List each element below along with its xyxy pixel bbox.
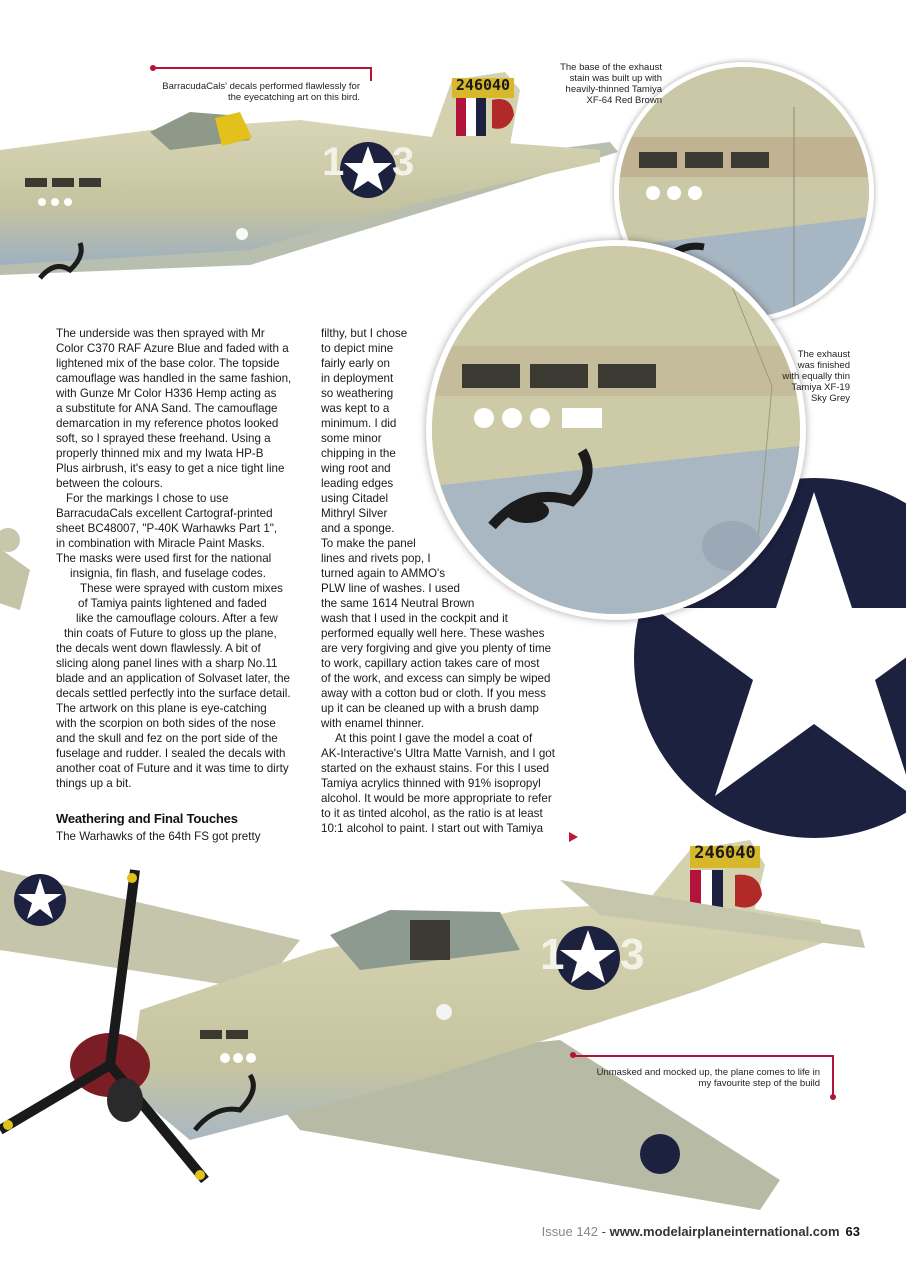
caption-decals-leader-left (152, 67, 242, 69)
body-line: The artwork on this plane is eye-catching (56, 702, 267, 715)
caption-decals-leader-v (370, 67, 372, 81)
body-line: turned again to AMMO's (321, 567, 446, 580)
body-line: up it can be cleaned up with a brush damp (321, 702, 539, 715)
body-line-tail: The Warhawks of the 64th FS got pretty (56, 830, 261, 843)
body-line: between the colours. (56, 477, 163, 490)
body-line: are very forgiving and give you plenty of time (321, 642, 552, 655)
body-line: wing root and (321, 462, 391, 475)
footer-separator: - (598, 1224, 610, 1239)
body-line: another coat of Future and it was time to dirty (56, 762, 289, 775)
body-line: Tamiya acrylics thinned with 91% isopropyl (321, 777, 541, 790)
caption-unmasked-leader (574, 1055, 834, 1057)
page-footer (500, 1224, 860, 1239)
body-line: minimum. I did (321, 417, 397, 430)
body-line: fairly early on (321, 357, 390, 370)
body-line: of the work, and excess can simply be wiped (321, 672, 551, 685)
body-line: 10:1 alcohol to paint. I start out with Tamiya (321, 822, 544, 835)
caption-decals-leader (240, 67, 372, 69)
body-line: leading edges (321, 477, 394, 490)
body-line: like the camouflage colours. After a few (76, 612, 278, 625)
body-line: To make the panel (321, 537, 416, 550)
body-line: with Gunze Mr Color H336 Hemp acting as (56, 387, 277, 400)
caption-decals: BarracudaCals' decals performed flawlessly for the eyecatching art on this bird. (162, 81, 360, 103)
body-line: chipping in the (321, 447, 396, 460)
fuselage-code-left: 1 (322, 140, 345, 184)
fuselage-code-right: 3 (392, 140, 415, 184)
body-line: alcohol. It would be more appropriate to refer (321, 792, 552, 805)
body-line: fuselage and rudder. I sealed the decals with (56, 747, 286, 760)
body-line: camouflage was handled in the same fashion, (56, 372, 292, 385)
body-line: wash that I used in the cockpit and it (321, 612, 508, 625)
body-line: was kept to a (321, 402, 390, 415)
body-line: For the markings I chose to use (66, 492, 229, 505)
body-line: in deployment (321, 372, 394, 385)
body-line: The underside was then sprayed with Mr (56, 327, 265, 340)
body-line: some minor (321, 432, 382, 445)
body-line: with enamel thinner. (321, 717, 425, 730)
body-line: started on the exhaust stains. For this I used (321, 762, 550, 775)
body-line: performed equally well here. These washes (321, 627, 545, 640)
body-line: a substitute for ANA Sand. The camouflage (56, 402, 278, 415)
body-line: decals settled perfectly into the surface detail. (56, 687, 291, 700)
caption-unmasked-dot-left (570, 1052, 576, 1058)
body-line: PLW line of washes. I used (321, 582, 460, 595)
caption-unmasked-leader-v (832, 1055, 834, 1095)
body-line: Color C370 RAF Azure Blue and faded with a (56, 342, 289, 355)
body-line: and the skull and fez on the port side of the (56, 732, 278, 745)
caption-exhaust-base: The base of the exhaust stain was built up with heavily-thinned Tamiya XF-64 Red Brown (560, 62, 662, 106)
body-column-left (56, 326, 291, 791)
body-line: filthy, but I chose (321, 327, 408, 340)
body-line: slicing along panel lines with a sharp No.11 (56, 657, 278, 670)
body-line: lines and rivets pop, I (321, 552, 431, 565)
body-line: properly thinned mix and my Iwata HP-B (56, 447, 264, 460)
body-line: to depict mine (321, 342, 394, 355)
section-heading: Weathering and Final Touches (56, 811, 238, 826)
tail-serial-text-bottom: 246040 (694, 843, 756, 863)
tail-serial-text: 246040 (455, 76, 511, 94)
photo-bottom-plane (0, 840, 880, 1220)
body-line: BarracudaCals excellent Cartograf-printed (56, 507, 273, 520)
body-line: things up a bit. (56, 777, 132, 790)
body-line: to it as tinted alcohol, as the ratio is at least (321, 807, 543, 820)
body-line: Plus airbrush, it's easy to get a nice tight line (56, 462, 285, 475)
caption-unmasked-dot-right (830, 1094, 836, 1100)
body-line: the decals went down flawlessly. A bit of (56, 642, 261, 655)
body-line: away with a cotton bud or cloth. If you mess (321, 687, 546, 700)
footer-issue: Issue 142 (541, 1224, 599, 1239)
body-line: soft, so I sprayed these freehand. Using a (56, 432, 271, 445)
body-line: Mithryl Silver (321, 507, 388, 520)
body-column-right (321, 326, 555, 836)
caption-exhaust-finish: The exhaust was finished with equally thin Tamiya XF-19 Sky Grey (782, 349, 850, 404)
footer-site: www.modelairplaneinternational.com (609, 1224, 840, 1239)
body-line: AK-Interactive's Ultra Matte Varnish, and I got (321, 747, 555, 760)
continue-arrow-icon (569, 832, 578, 842)
body-line: with the scorpion on both sides of the nose (56, 717, 276, 730)
body-line: and a sponge. (321, 522, 395, 535)
body-line: insignia, fin flash, and fuselage codes. (70, 567, 266, 580)
caption-unmasked: Unmasked and mocked up, the plane comes to life in my favourite step of the build (596, 1067, 820, 1089)
fuselage-code-right-bottom: 3 (620, 930, 645, 979)
body-line: using Citadel (321, 492, 389, 505)
body-line: to work, capillary action takes care of most (321, 657, 540, 670)
body-line: thin coats of Future to gloss up the plane, (64, 627, 277, 640)
body-line: so weathering (321, 387, 394, 400)
body-line: The masks were used first for the national (56, 552, 272, 565)
body-line: the same 1614 Neutral Brown (321, 597, 475, 610)
body-line: blade and an application of Solvaset later, the (56, 672, 290, 685)
fuselage-code-left-bottom: 1 (540, 930, 565, 979)
body-line: in combination with Miracle Paint Masks. (56, 537, 265, 550)
page-number: 63 (845, 1224, 860, 1239)
body-line: demarcation in my reference photos looked (56, 417, 279, 430)
body-line: lightened mix of the base color. The topside (56, 357, 280, 370)
body-line: At this point I gave the model a coat of (335, 732, 533, 745)
body-line: These were sprayed with custom mixes (80, 582, 283, 595)
body-line: sheet BC48007, "P-40K Warhawks Part 1", (56, 522, 278, 535)
body-line: of Tamiya paints lightened and faded (78, 597, 267, 610)
